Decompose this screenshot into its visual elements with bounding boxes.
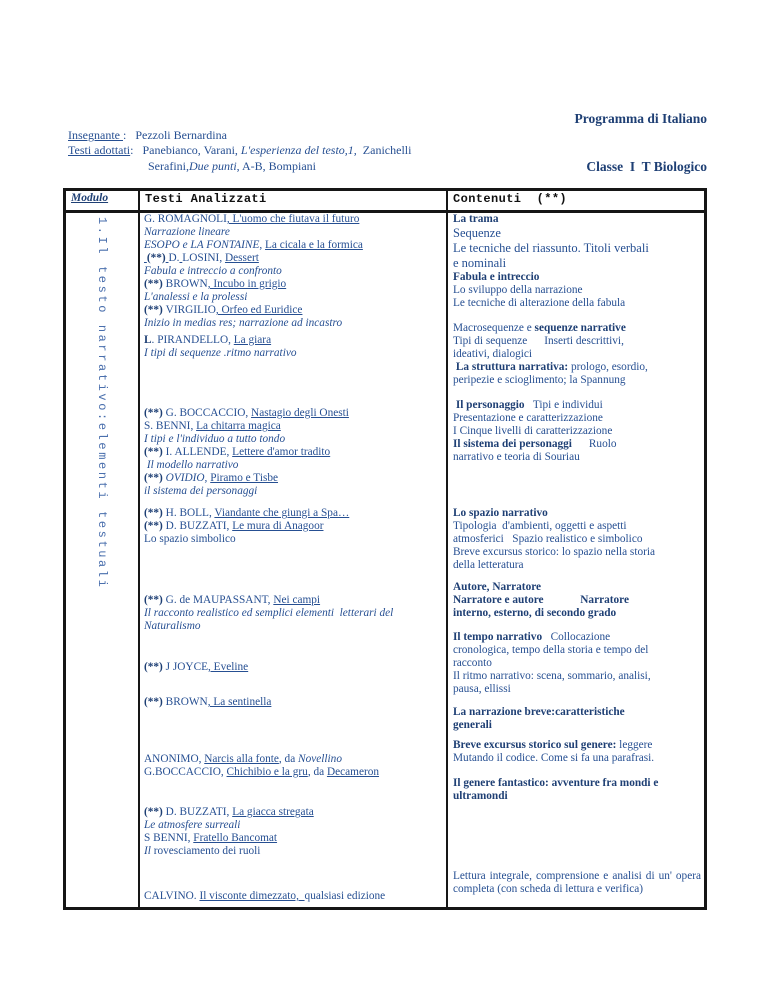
text-line — [144, 845, 444, 858]
text-line — [453, 607, 701, 620]
text-segment: , Orfeo ed Euridice — [215, 304, 303, 316]
text-segment: Le mura di Anagoor — [232, 520, 324, 532]
text-segment: ANONIMO, — [144, 753, 205, 765]
text-segment: Il racconto realistico ed semplici elementi letterari del — [144, 607, 394, 619]
text-line — [453, 213, 701, 226]
text-segment: Insegnante — [68, 128, 123, 142]
text-line — [453, 777, 701, 790]
text-segment: Chichibio e la gru — [226, 766, 308, 778]
testi-block — [144, 661, 444, 674]
text-segment: Le tecniche del riassunto. Titoli verbali — [453, 241, 649, 255]
text-segment: H. BOLL, — [165, 507, 215, 519]
text-segment: Mutando il codice. Come si fa una parafrasi. — [453, 752, 655, 764]
text-segment: I tipi di sequenze .ritmo narrativo — [144, 347, 297, 359]
text-segment: I. ALLENDE, — [165, 446, 233, 458]
info-line — [68, 143, 411, 158]
text-segment: BROWN — [165, 278, 208, 290]
text-line — [144, 407, 444, 420]
text-line — [453, 425, 701, 438]
text-segment: (**) — [144, 278, 166, 290]
text-segment: e nominali — [453, 256, 507, 270]
text-segment: LOSINI, — [182, 252, 225, 264]
text-segment: Lettere d'amor tradito — [232, 446, 331, 458]
table-body-row — [66, 213, 704, 910]
text-line — [144, 485, 444, 498]
text-segment: Macrosequenze e — [453, 322, 535, 334]
teacher-and-books-info — [68, 128, 411, 174]
text-segment: Il — [144, 845, 154, 857]
text-segment: Le tecniche di alterazione della fabula — [453, 297, 626, 309]
text-segment: (**) — [144, 304, 166, 316]
text-line — [453, 631, 701, 644]
text-segment: Nei campi — [273, 594, 321, 606]
contenuti-block — [453, 399, 701, 464]
text-line — [144, 819, 444, 832]
text-segment: Lettura integrale, comprensione e analisi di un' opera completa (con scheda di lettura e verifica) — [453, 870, 704, 895]
text-segment: : Pezzoli Bernardina — [122, 128, 227, 142]
text-segment: La cicala e la formica — [265, 239, 363, 251]
contenuti-block — [453, 507, 701, 572]
column-header-contenuti: Contenuti (**) — [453, 192, 568, 206]
text-segment: , da — [278, 753, 299, 765]
text-segment: Dessert — [224, 252, 259, 264]
text-segment: Due punti — [189, 158, 237, 173]
text-segment: Ruolo — [571, 438, 617, 450]
text-segment: Fabula e intreccio — [453, 271, 540, 283]
text-line — [453, 533, 701, 546]
text-line — [144, 265, 444, 278]
text-segment: Il genere fantastico: avventure fra mondi e — [453, 777, 659, 789]
text-segment: cronologica, tempo della storia e tempo del — [453, 644, 649, 656]
text-segment: L'esperienza del testo,1, — [240, 143, 357, 158]
text-segment: Viandante che giungi a Spa… — [214, 507, 350, 519]
text-segment: S. BENNI, — [144, 420, 197, 432]
text-segment: , da — [307, 766, 327, 778]
text-line — [144, 472, 444, 485]
text-segment: CALVINO. — [144, 890, 200, 902]
text-segment: D. BUZZATI, — [165, 520, 233, 532]
text-line — [144, 620, 444, 633]
text-segment: Le atmosfere surreali — [144, 819, 241, 831]
text-segment: Narratore e autore Narratore — [453, 594, 629, 606]
text-segment: BROWN — [165, 696, 208, 708]
text-segment: Autore, Narratore — [453, 581, 542, 593]
text-segment: G. BOCCACCIO, — [165, 407, 252, 419]
column-header-testi-analizzati: Testi Analizzati — [140, 191, 448, 210]
text-line — [453, 412, 701, 425]
text-segment: I tipi e l'individuo a tutto tondo — [144, 433, 286, 445]
text-segment: D. BUZZATI, — [165, 806, 233, 818]
text-segment: il sistema dei personaggi — [144, 485, 258, 497]
text-segment: generali — [453, 719, 492, 731]
testi-block — [144, 507, 444, 546]
text-segment: Breve excursus storico: lo spazio nella storia — [453, 546, 656, 558]
text-segment: della letteratura — [453, 559, 524, 571]
text-segment: , L'uomo che fiutava il futuro — [226, 213, 360, 225]
text-line — [453, 657, 701, 670]
testi-block — [144, 334, 444, 360]
text-segment: Tipi di sequenze Inserti descrittivi, — [453, 335, 624, 347]
text-segment: La trama — [453, 213, 499, 225]
text-segment: La struttura narrativa: — [455, 361, 569, 373]
text-line — [453, 348, 701, 361]
text-line — [453, 581, 701, 594]
contenuti-block — [453, 213, 701, 310]
text-segment: Novellino — [298, 753, 342, 765]
info-line — [68, 159, 411, 174]
text-segment: Narrazione lineare — [144, 226, 230, 238]
text-line — [453, 284, 701, 297]
text-segment: Fabula e intreccio a confronto — [144, 265, 282, 277]
text-line — [453, 706, 701, 719]
text-line — [453, 790, 701, 803]
testi-block — [144, 696, 444, 709]
text-segment: Il ritmo narrativo: scena, sommario, analisi, — [453, 670, 651, 682]
text-line — [144, 433, 444, 446]
text-segment: J JOYCE — [165, 661, 209, 673]
text-segment: Presentazione e caratterizzazione — [453, 412, 603, 424]
text-line — [453, 739, 701, 752]
testi-block — [144, 753, 444, 779]
text-segment: Il modello narrativo — [144, 459, 239, 471]
text-segment: (**) — [144, 520, 166, 532]
text-segment: Il sistema dei personaggi — [453, 438, 572, 450]
table-header-row — [66, 191, 704, 213]
text-segment: La giara — [233, 334, 272, 346]
text-line — [144, 832, 444, 845]
text-line — [453, 322, 701, 335]
text-line — [453, 271, 701, 284]
text-line — [453, 683, 701, 696]
text-segment: Lo spazio narrativo — [453, 507, 548, 519]
text-line — [453, 644, 701, 657]
cell-testi-analizzati — [140, 213, 448, 910]
module-vertical-label: 1.Il testo narrativo:elementi testuali — [95, 217, 109, 590]
text-segment: pausa, ellissi — [453, 683, 511, 695]
text-segment: racconto — [453, 657, 492, 669]
text-line — [144, 607, 444, 620]
page-subtitle-class: Classe I T Biologico — [586, 159, 707, 174]
testi-block — [144, 594, 444, 633]
text-line — [144, 806, 444, 819]
text-segment: , La sentinella — [207, 696, 272, 708]
text-segment: L — [144, 334, 152, 346]
text-segment: (**) — [144, 806, 166, 818]
cell-modulo — [66, 213, 140, 910]
text-segment: (**) — [144, 661, 166, 673]
text-segment: Il visconte dimezzato, — [199, 890, 305, 902]
text-line — [144, 226, 444, 239]
text-line — [453, 374, 701, 387]
text-line — [144, 459, 444, 472]
text-line — [453, 559, 701, 572]
text-segment: Sequenze — [453, 226, 501, 240]
text-segment: (**) — [144, 696, 166, 708]
text-segment: rovesciamento dei ruoli — [153, 845, 261, 857]
text-segment: S BENNI, — [144, 832, 194, 844]
text-segment: interno, esterno, di secondo grado — [453, 607, 617, 619]
text-segment: VIRGILIO — [165, 304, 216, 316]
text-line — [144, 753, 444, 766]
text-segment: (**) — [146, 252, 166, 264]
text-line — [453, 546, 701, 559]
text-line — [144, 213, 444, 226]
text-segment: Decameron — [326, 766, 380, 778]
text-segment: Naturalismo — [144, 620, 201, 632]
text-line — [144, 252, 444, 265]
text-segment: Tipi e individui — [524, 399, 603, 411]
text-line — [453, 451, 701, 464]
text-line — [144, 507, 444, 520]
text-segment: Zanichelli — [356, 143, 412, 158]
text-segment: , Eveline — [208, 661, 249, 673]
contenuti-block — [453, 777, 701, 803]
text-line — [144, 533, 444, 546]
text-line — [453, 870, 704, 896]
text-segment: Tipologia d'ambienti, oggetti e aspetti — [453, 520, 627, 532]
text-segment: narrativo e teoria di Souriau — [453, 451, 580, 463]
text-line — [144, 239, 444, 252]
text-segment: (**) — [144, 446, 166, 458]
text-segment: G. de MAUPASSANT, — [165, 594, 274, 606]
contenuti-block — [453, 322, 701, 387]
text-segment: , A-B, Bompiani — [236, 158, 317, 173]
contenuti-block — [453, 870, 704, 896]
testi-block — [144, 890, 444, 903]
text-segment: Collocazione — [542, 631, 611, 643]
text-segment: (**) — [144, 407, 166, 419]
testi-block — [144, 213, 444, 330]
text-segment: atmosferici Spazio realistico e simbolico — [453, 533, 643, 545]
text-line — [144, 278, 444, 291]
page-title: Programma di Italiano — [574, 111, 707, 126]
text-segment: ESOPO e LA FONTAINE, — [144, 239, 266, 251]
text-line — [144, 420, 444, 433]
text-segment: ideativi, dialogici — [453, 348, 533, 360]
text-line — [144, 446, 444, 459]
text-segment: peripezie e scioglimento; la Spannung — [453, 374, 626, 386]
text-line — [453, 670, 701, 683]
text-segment: Piramo e Tisbe — [210, 472, 279, 484]
text-line — [453, 335, 701, 348]
contenuti-block — [453, 581, 701, 620]
text-line — [453, 719, 701, 732]
text-segment: (**) — [144, 472, 166, 484]
text-line — [144, 766, 444, 779]
text-line — [453, 399, 701, 412]
text-line — [453, 241, 701, 256]
testi-block — [144, 407, 444, 498]
text-segment: prologo, esordio, — [568, 361, 648, 373]
text-segment: La narrazione breve:caratteristiche — [453, 706, 625, 718]
text-segment: Narcis alla fonte — [204, 753, 279, 765]
text-line — [144, 334, 444, 347]
text-segment: Nastagio degli Onesti — [251, 407, 349, 419]
text-segment: qualsiasi edizione — [304, 890, 386, 902]
text-line — [144, 520, 444, 533]
text-segment: G. ROMAGNOLI — [144, 213, 227, 225]
text-line — [144, 890, 444, 903]
program-table — [63, 188, 707, 910]
text-segment: sequenze narrative — [534, 322, 626, 334]
text-segment: OVIDIO, — [165, 472, 211, 484]
text-segment: Lo spazio simbolico — [144, 533, 236, 545]
text-line — [453, 507, 701, 520]
text-line — [453, 438, 701, 451]
text-segment: . PIRANDELLO, — [151, 334, 234, 346]
text-line — [144, 696, 444, 709]
text-segment: Breve excursus storico sul genere: — [453, 739, 617, 751]
info-line — [68, 128, 411, 143]
text-line — [453, 594, 701, 607]
text-line — [144, 347, 444, 360]
text-line — [144, 291, 444, 304]
text-segment: : Panebianco, Varani, — [130, 143, 241, 158]
text-segment: I Cinque livelli di caratterizzazione — [453, 425, 613, 437]
text-line — [453, 226, 701, 241]
text-segment: L'analessi e la prolessi — [144, 291, 248, 303]
contenuti-block — [453, 706, 701, 732]
text-segment: La chitarra magica — [196, 420, 281, 432]
text-segment: Testi adottati — [68, 143, 131, 158]
text-segment: Fratello Bancomat — [193, 832, 278, 844]
text-line — [453, 752, 701, 765]
text-line — [453, 256, 701, 271]
text-segment: D. — [168, 252, 180, 264]
text-segment: , Incubo in grigio — [207, 278, 287, 290]
text-segment: Il tempo narrativo — [453, 631, 543, 643]
text-line — [453, 297, 701, 310]
text-segment: G.BOCCACCIO, — [144, 766, 227, 778]
text-line — [144, 304, 444, 317]
text-line — [453, 361, 701, 374]
text-line — [144, 661, 444, 674]
contenuti-block — [453, 631, 701, 696]
text-segment: ultramondi — [453, 790, 508, 802]
contenuti-block — [453, 739, 701, 765]
cell-contenuti — [448, 213, 704, 910]
text-segment: La giacca stregata — [232, 806, 314, 818]
text-segment: Serafini, — [148, 158, 189, 173]
text-segment: leggere — [616, 739, 653, 751]
text-line — [453, 520, 701, 533]
text-segment: Inizio in medias res; narrazione ad incastro — [144, 317, 343, 329]
text-segment: (**) — [144, 507, 166, 519]
text-line — [144, 317, 444, 330]
column-header-modulo: Modulo — [66, 191, 140, 210]
text-segment: Il personaggio — [455, 399, 525, 411]
text-segment: (**) — [144, 594, 166, 606]
testi-block — [144, 806, 444, 858]
text-segment: Lo sviluppo della narrazione — [453, 284, 583, 296]
text-line — [144, 594, 444, 607]
